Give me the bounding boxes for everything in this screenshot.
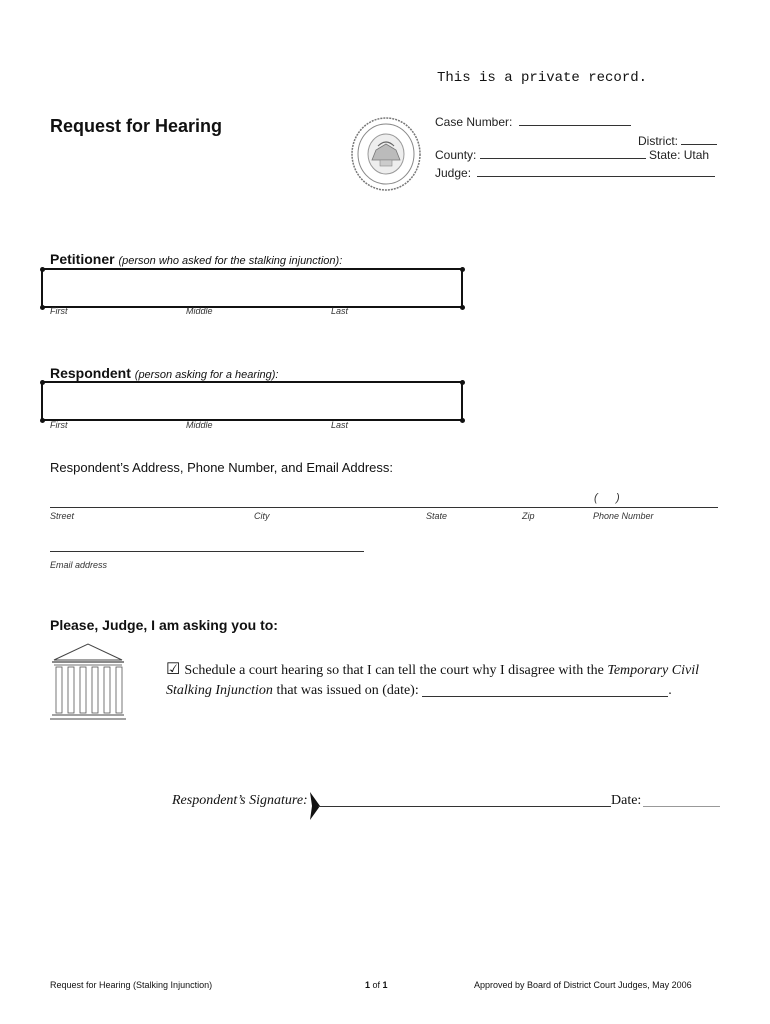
respondent-heading [50, 365, 278, 381]
respondent-last-label: Last [331, 420, 349, 430]
county-field[interactable] [435, 148, 709, 162]
footer-page-total: 1 [382, 980, 388, 990]
seal-icon [350, 116, 422, 192]
issue-date-line[interactable] [422, 682, 668, 697]
checkbox-checked-icon[interactable]: ☑ [166, 661, 181, 678]
judge-field[interactable] [435, 166, 715, 180]
respondent-label: Respondent [50, 365, 131, 381]
footer-form-name: Request for Hearing (Stalking Injunction) [50, 980, 213, 990]
respondent-middle-label: Middle [186, 420, 213, 430]
request-text-italic: Temporary Civil Stalking Injunction [166, 663, 699, 698]
petitioner-first-label: First [50, 306, 68, 316]
address-line[interactable] [50, 507, 718, 508]
signature-label: Respondent’s Signature: [172, 793, 308, 808]
petitioner-label: Petitioner [50, 251, 115, 267]
request-text-part2: that was issued on (date): [272, 683, 423, 698]
footer-page-number [365, 980, 388, 990]
phone-area-code: ( ) [594, 492, 620, 504]
signature-line[interactable] [318, 806, 611, 807]
petitioner-name-box[interactable] [41, 268, 463, 308]
zip-label: Zip [522, 511, 535, 521]
petitioner-middle-label: Middle [186, 306, 213, 316]
respondent-sublabel: (person asking for a hearing): [134, 369, 279, 381]
footer-page-current: 1 [365, 980, 371, 990]
city-label: City [254, 511, 270, 521]
signature-date-line[interactable] [643, 806, 720, 807]
state-label: State: Utah [649, 148, 710, 162]
courthouse-icon [50, 640, 126, 722]
page-title: Request for Hearing [50, 116, 223, 136]
email-line[interactable] [50, 551, 364, 552]
county-label: County: [435, 148, 477, 162]
respondent-first-label: First [50, 420, 68, 430]
request-option [166, 660, 722, 701]
district-line[interactable] [681, 144, 717, 145]
signature-date-label: Date: [611, 793, 642, 808]
courthouse-illustration [50, 640, 126, 722]
petitioner-sublabel: (person who asked for the stalking injunction): [118, 255, 343, 267]
address-heading: Respondent’s Address, Phone Number, and Email Address: [50, 460, 394, 475]
case-number-line[interactable] [519, 125, 631, 126]
petitioner-heading [50, 251, 342, 267]
judge-line[interactable] [477, 176, 715, 177]
state-seal [350, 116, 422, 192]
request-heading: Please, Judge, I am asking you to: [50, 617, 278, 633]
request-text-part1: Schedule a court hearing so that I can tell the court why I disagree with the [184, 663, 608, 678]
request-period: . [668, 683, 672, 698]
case-number-field[interactable] [435, 115, 631, 129]
footer-page-of: of [370, 980, 383, 990]
petitioner-last-label: Last [331, 306, 349, 316]
street-label: Street [50, 511, 75, 521]
private-record-notice: This is a private record. [437, 70, 648, 86]
respondent-name-box[interactable] [41, 381, 463, 421]
district-label: District: [638, 134, 678, 148]
footer-approval: Approved by Board of District Court Judges, May 2006 [474, 980, 692, 990]
county-line[interactable] [480, 158, 646, 159]
judge-label: Judge: [435, 166, 472, 180]
email-label: Email address [50, 560, 108, 570]
district-field[interactable] [638, 134, 717, 148]
case-number-label: Case Number: [435, 115, 513, 129]
state-field-label: State [426, 511, 448, 521]
phone-label: Phone Number [593, 511, 654, 521]
